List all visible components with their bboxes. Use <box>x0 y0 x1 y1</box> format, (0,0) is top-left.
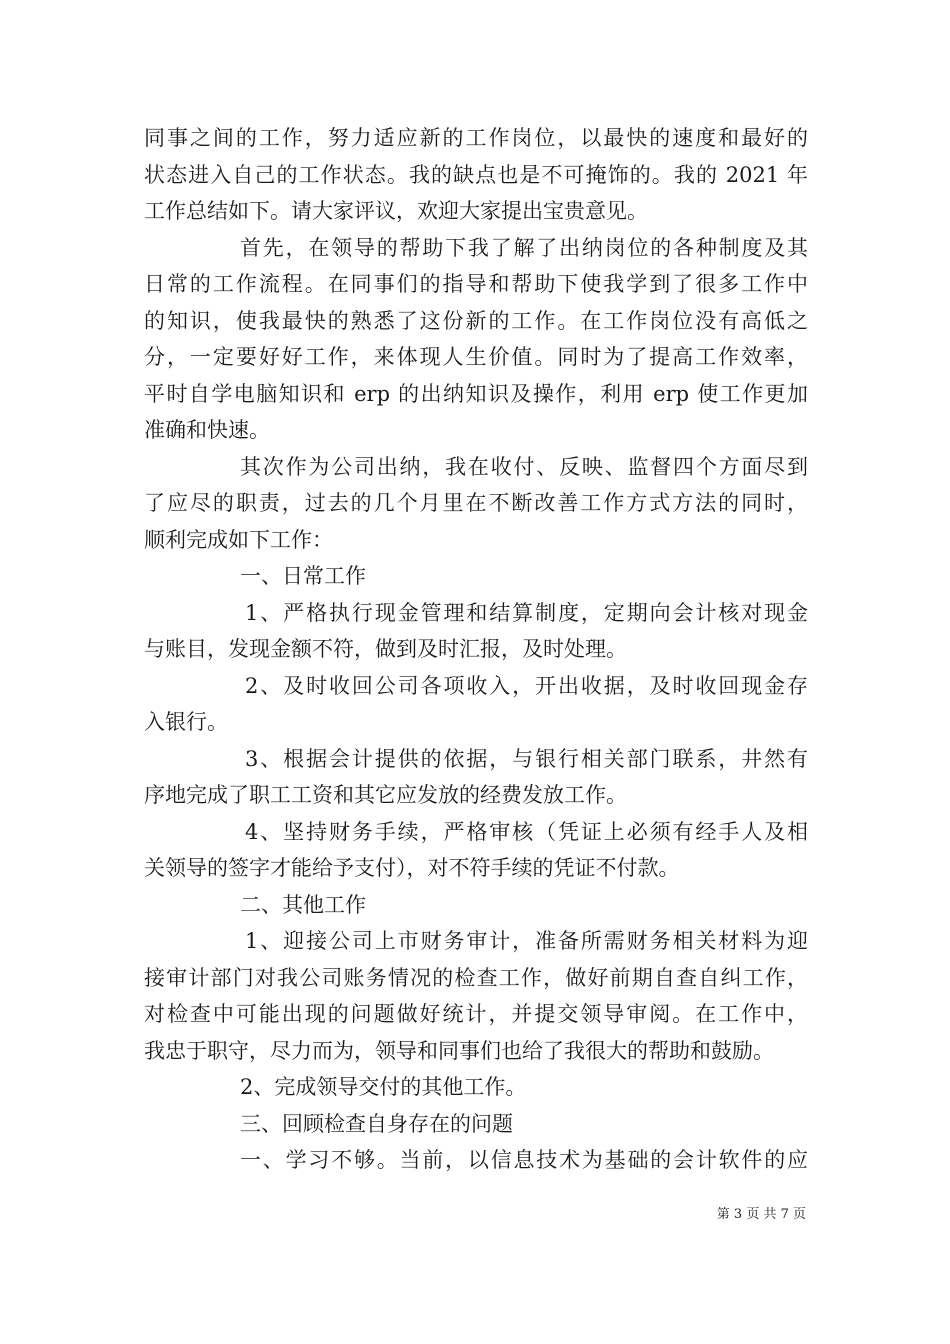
text-line: 2、完成领导交付的其他工作。 <box>240 1075 527 1099</box>
text-line: 与账目，发现金额不符，做到及时汇报，及时处理。 <box>144 637 627 661</box>
text-line: 分，一定要好好工作，来体现人生价值。同时为了提高工作效率， <box>144 345 808 369</box>
text-line: 首先，在领导的帮助下我了解了出纳岗位的各种制度及其 <box>240 235 808 260</box>
text-line: 一、日常工作 <box>240 564 366 588</box>
text-line: 关领导的签字才能给予支付），对不符手续的凭证不付款。 <box>144 856 680 880</box>
text-line: 3、根据会计提供的依据，与银行相关部门联系，井然有 <box>245 746 808 771</box>
text-line: 1、严格执行现金管理和结算制度，定期向会计核对现金 <box>245 600 808 625</box>
text-line: 顺利完成如下工作： <box>144 527 333 552</box>
text-line: 序地完成了职工工资和其它应发放的经费发放工作。 <box>144 783 627 807</box>
text-line: 4、坚持财务手续，严格审核（凭证上必须有经手人及相 <box>245 819 808 844</box>
text-line: 日常的工作流程。在同事们的指导和帮助下使我学到了很多工作中 <box>144 272 808 296</box>
text-line: 三、回顾检查自身存在的问题 <box>240 1111 513 1136</box>
text-line: 一、学习不够。当前，以信息技术为基础的会计软件的应 <box>240 1148 808 1172</box>
text-line: 准确和快速。 <box>144 418 270 442</box>
text-line: 其次作为公司出纳，我在收付、反映、监督四个方面尽到 <box>240 454 808 479</box>
text-line: 我忠于职守，尽力而为，领导和同事们也给了我很大的帮助和鼓励。 <box>144 1038 774 1063</box>
text-line: 同事之间的工作，努力适应新的工作岗位，以最快的速度和最好的 <box>144 126 808 150</box>
document-body <box>144 120 808 1179</box>
text-line: 状态进入自己的工作状态。我的缺点也是不可掩饰的。我的 2021 年 <box>144 162 808 187</box>
text-line: 对检查中可能出现的问题做好统计，并提交领导审阅。在工作中， <box>144 1002 808 1026</box>
text-line: 的知识，使我最快的熟悉了这份新的工作。在工作岗位没有高低之 <box>144 308 808 333</box>
text-line: 1、迎接公司上市财务审计，准备所需财务相关材料为迎 <box>245 929 808 953</box>
text-line: 二、其他工作 <box>240 892 366 917</box>
text-line: 工作总结如下。请大家评议，欢迎大家提出宝贵意见。 <box>144 199 648 223</box>
text-line: 入银行。 <box>144 710 228 734</box>
text-line: 接审计部门对我公司账务情况的检查工作，做好前期自查自纠工作， <box>144 965 808 990</box>
text-line: 了应尽的职责，过去的几个月里在不断改善工作方式方法的同时， <box>144 491 808 515</box>
text-line: 平时自学电脑知识和 erp 的出纳知识及操作，利用 erp 使工作更加 <box>144 381 808 406</box>
page-number-footer: 第 3 页 共 7 页 <box>716 1207 806 1222</box>
text-line: 2、及时收回公司各项收入，开出收据，及时收回现金存 <box>245 673 808 698</box>
